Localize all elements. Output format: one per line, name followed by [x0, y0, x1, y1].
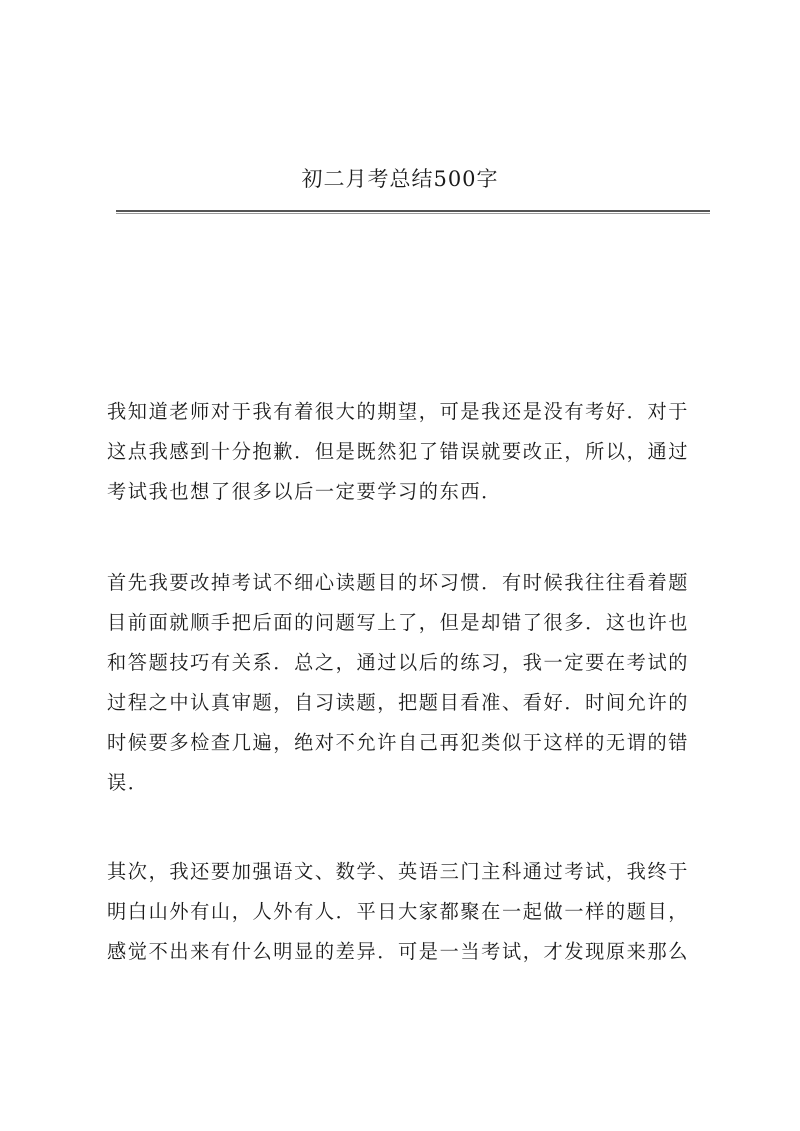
- document-title: 初二月考总结500字: [301, 167, 499, 191]
- title-underline: [116, 210, 710, 214]
- paragraph-3: 其次，我还要加强语文、数学、英语三门主科通过考试，我终于 明白山外有山，人外有人．平日大家都聚在一起做一样的题目， 感觉不出来有什么明显的差异．可是一当考试，才发现原来那么: [107, 860, 690, 963]
- paragraph-1: 我知道老师对于我有着很大的期望，可是我还是没有考好．对于 这点我感到十分抱歉．但是既然犯了错误就要改正，所以，通过 考试我也想了很多以后一定要学习的东西．: [107, 400, 690, 503]
- paragraph-2: 首先我要改掉考试不细心读题目的坏习惯．有时候我往往看着题 目前面就顺手把后面的问题写上了，但是却错了很多．这也许也 和答题技巧有关系．总之，通过以后的练习，我一定要在考试的 过程之中认真审题，自习读题，把题目看准、看好．时间允许的 时候要多检查几遍，绝对不允许自己再犯类似于这样的无谓的错 误．: [107, 571, 690, 794]
